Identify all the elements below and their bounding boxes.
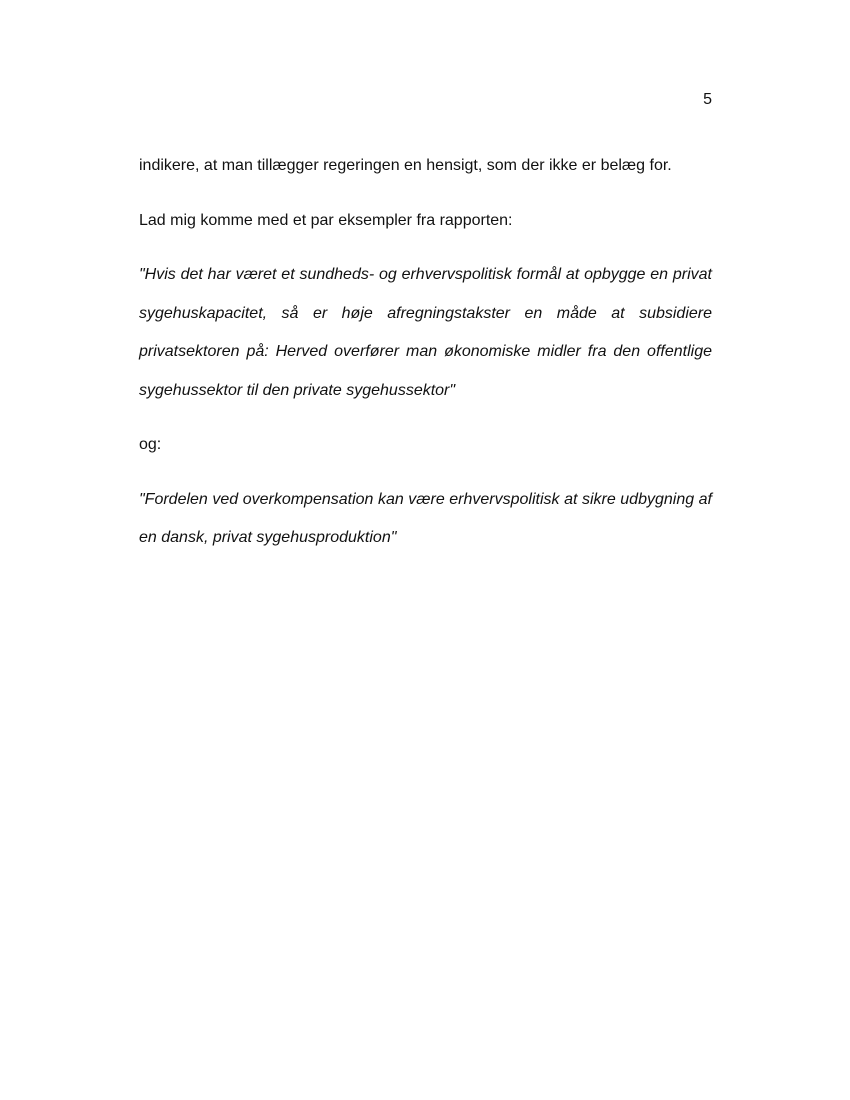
paragraph-intro: indikere, at man tillægger regeringen en hensigt, som der ikke er belæg for. <box>139 157 672 174</box>
quote-first: "Hvis det har været et sundheds- og erhvervspolitisk formål at opbygge en privat sygehuskapacitet, så er høje afregningstakster en måde at subsidiere privatsektoren på: Herved overfører man økonomiske midler fra den offentlige sygehussektor til den private sygehussektor" <box>139 266 712 399</box>
paragraph-og: og: <box>139 436 162 453</box>
page-number: 5 <box>703 91 712 108</box>
paragraph-examples-lead: Lad mig komme med et par eksempler fra rapporten: <box>139 211 513 229</box>
document-body <box>139 147 712 558</box>
quote-second: "Fordelen ved overkompensation kan være erhvervspolitisk at sikre udbygning af en dansk, privat sygehusproduktion" <box>139 490 712 546</box>
